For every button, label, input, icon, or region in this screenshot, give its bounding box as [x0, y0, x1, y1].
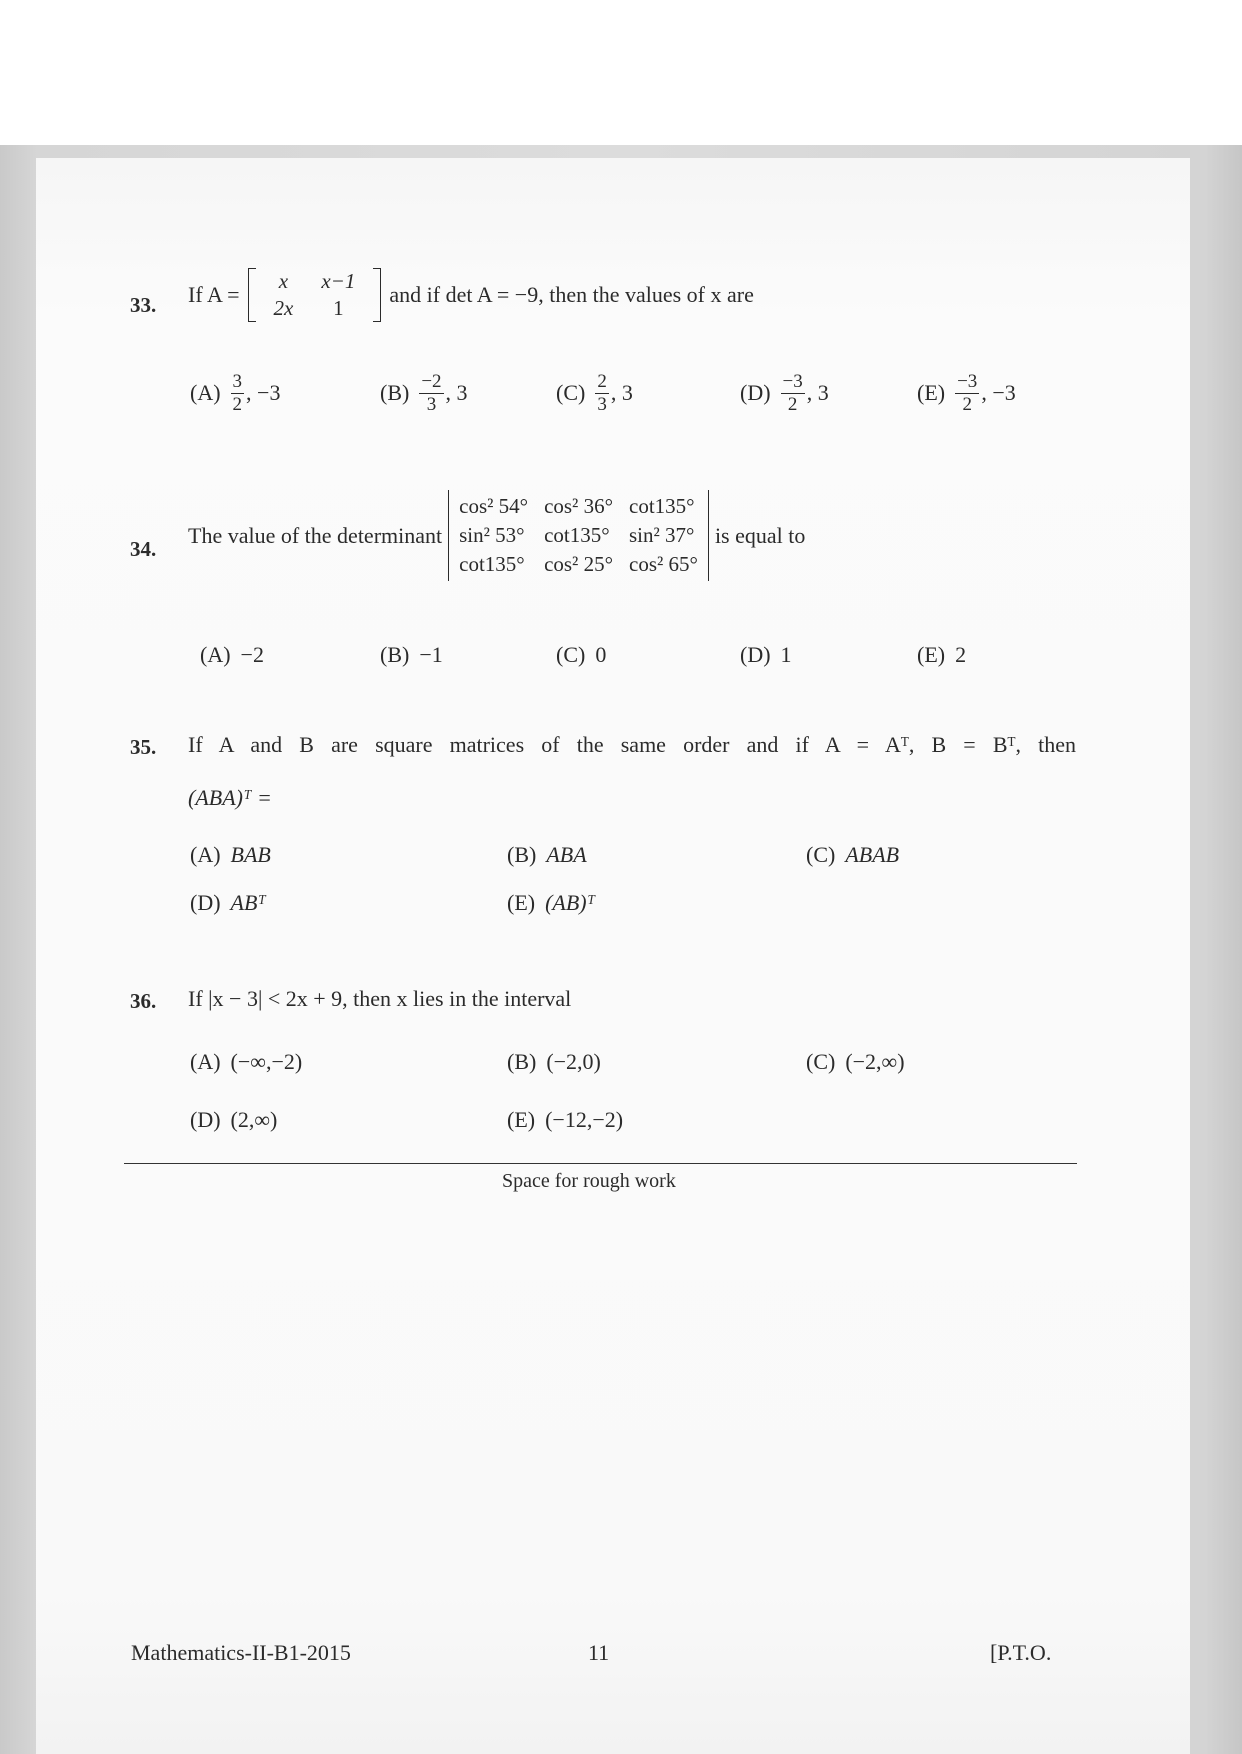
q36-option-e[interactable]: [507, 1107, 623, 1133]
q34-option-e[interactable]: [917, 642, 966, 668]
det-cell: cos² 54°: [459, 494, 529, 518]
option-value: (AB)ᵀ: [545, 890, 596, 915]
q34-option-d[interactable]: [740, 642, 792, 668]
option-label: (C): [556, 642, 586, 667]
q33-option-d[interactable]: [740, 372, 829, 415]
option-label: (E): [507, 1107, 536, 1132]
q36-option-d[interactable]: [190, 1107, 277, 1133]
option-label: (C): [806, 1049, 836, 1074]
q33-option-e[interactable]: [917, 372, 1016, 415]
option-label: (A): [200, 642, 231, 667]
question-34-suffix: is equal to: [714, 522, 806, 548]
option-rest: , −3: [246, 380, 281, 406]
question-33-number: 33.: [130, 293, 157, 317]
option-label: (B): [507, 842, 537, 867]
option-label: (D): [190, 1107, 221, 1132]
question-35-number: 35.: [130, 735, 157, 759]
numerator: 2: [597, 371, 607, 392]
footer-pto: [P.T.O.: [990, 1640, 1052, 1665]
option-rest: , 3: [806, 380, 829, 406]
option-label: (A): [190, 842, 221, 867]
q34-option-b[interactable]: [380, 642, 443, 668]
q35-option-a[interactable]: [190, 842, 271, 868]
option-label: (A): [190, 1049, 221, 1074]
q36-option-a[interactable]: [190, 1049, 302, 1075]
det-cell: cot135°: [544, 523, 610, 547]
det-cell: cot135°: [459, 552, 525, 576]
option-label: (A): [190, 380, 221, 406]
fraction: [419, 372, 443, 415]
denominator: 2: [232, 393, 243, 415]
denominator: 2: [962, 393, 972, 415]
matrix-cell: 1: [333, 296, 344, 320]
option-label: (E): [507, 890, 536, 915]
option-label: (B): [507, 1049, 537, 1074]
option-value: (2,∞): [230, 1107, 278, 1132]
question-34-prefix: The value of the determinant: [188, 522, 443, 548]
q33-option-b[interactable]: [380, 372, 468, 415]
option-value: (−12,−2): [545, 1107, 624, 1132]
numerator: 3: [232, 371, 243, 392]
q33-option-a[interactable]: [190, 372, 280, 415]
footer-subject: Mathematics-II-B1-2015: [131, 1640, 351, 1665]
matrix-cell: x−1: [321, 269, 356, 293]
option-rest: , 3: [610, 380, 633, 406]
question-34-text: [188, 490, 805, 581]
q34-option-c[interactable]: [556, 642, 606, 668]
option-value: 2: [955, 642, 967, 667]
option-value: ABA: [546, 842, 587, 867]
det-cell: cos² 65°: [629, 552, 698, 576]
det-cell: cos² 36°: [544, 494, 613, 518]
rough-work-label: Space for rough work: [502, 1170, 676, 1192]
q35-option-d[interactable]: [190, 890, 266, 916]
footer-page-number: 11: [588, 1640, 610, 1665]
q35-option-b[interactable]: [507, 842, 587, 868]
fraction: [231, 372, 245, 415]
matrix-a: [248, 268, 382, 322]
det-cell: cos² 25°: [544, 552, 613, 576]
q36-option-b[interactable]: [507, 1049, 601, 1075]
option-value: (−2,0): [546, 1049, 601, 1074]
option-value: −1: [419, 642, 443, 667]
question-36-number: 36.: [130, 989, 157, 1013]
q35-option-c[interactable]: [806, 842, 899, 868]
option-label: (D): [740, 380, 771, 406]
option-value: (−2,∞): [845, 1049, 905, 1074]
question-34-number: 34.: [130, 537, 157, 561]
numerator: −3: [782, 371, 803, 392]
fraction: [955, 372, 979, 415]
fraction: [595, 372, 609, 415]
option-label: (D): [740, 642, 771, 667]
option-label: (C): [806, 842, 836, 867]
option-value: 1: [780, 642, 792, 667]
denominator: 3: [426, 393, 437, 415]
option-label: (B): [380, 380, 410, 406]
numerator: −2: [421, 371, 442, 392]
rough-work-divider: [124, 1163, 1077, 1164]
q33-option-c[interactable]: [556, 372, 633, 415]
question-33-prefix: If A =: [188, 282, 240, 307]
question-33-text: [188, 268, 754, 322]
denominator: 2: [787, 393, 798, 415]
option-value: (−∞,−2): [230, 1049, 303, 1074]
question-33-suffix: and if det A = −9, then the values of x are: [389, 282, 754, 307]
fraction: [781, 372, 805, 415]
determinant: [448, 490, 709, 581]
q34-option-a[interactable]: [200, 642, 264, 668]
question-36-text: If |x − 3| < 2x + 9, then x lies in the interval: [188, 986, 572, 1011]
option-label: (C): [556, 380, 586, 406]
det-cell: sin² 37°: [629, 523, 695, 547]
option-label: (B): [380, 642, 410, 667]
numerator: −3: [957, 371, 978, 392]
option-label: (E): [917, 380, 946, 406]
option-rest: , 3: [445, 380, 468, 406]
option-value: 0: [595, 642, 607, 667]
matrix-cell: 2x: [273, 296, 294, 320]
option-label: (D): [190, 890, 221, 915]
option-value: −2: [240, 642, 264, 667]
option-value: BAB: [230, 842, 271, 867]
option-value: ABAB: [845, 842, 900, 867]
option-value: ABᵀ: [230, 890, 266, 915]
denominator: 3: [597, 393, 607, 415]
option-label: (E): [917, 642, 946, 667]
q35-option-e[interactable]: [507, 890, 595, 916]
option-rest: , −3: [981, 380, 1016, 406]
matrix-cell: x: [278, 269, 289, 293]
question-35-line2: (ABA)ᵀ =: [188, 785, 272, 810]
q36-option-c[interactable]: [806, 1049, 905, 1075]
question-35-line1: If A and B are square matrices of the same order and if A = Aᵀ, B = Bᵀ, then: [188, 732, 1076, 757]
det-cell: cot135°: [629, 494, 695, 518]
det-cell: sin² 53°: [459, 523, 525, 547]
